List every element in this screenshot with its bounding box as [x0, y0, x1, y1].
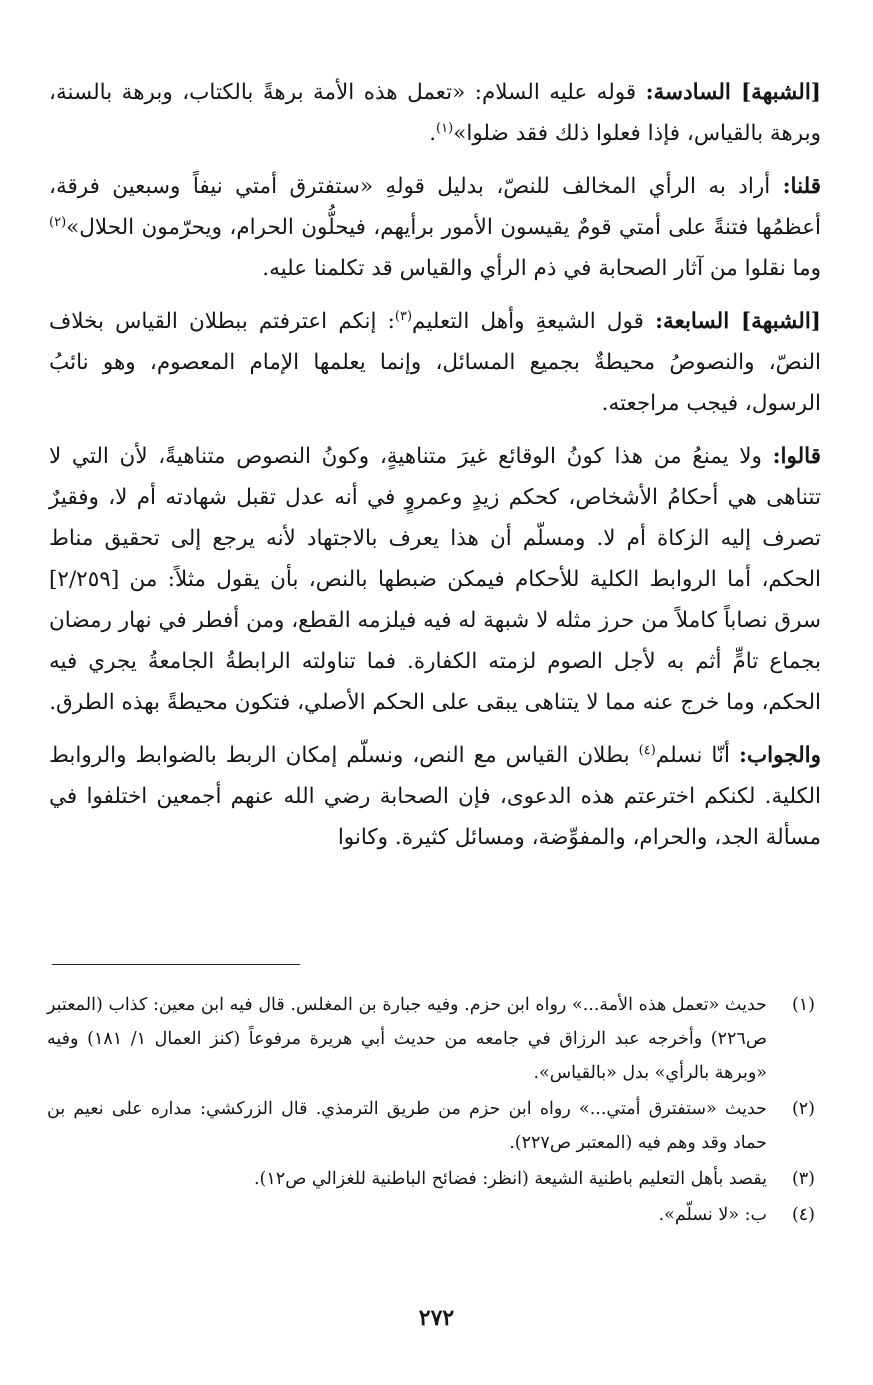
paragraph-text-tail: وما نقلوا من آثار الصحابة في ذم الرأي والقياس قد تكلمنا عليه. — [262, 256, 821, 281]
paragraph-text-tail: . — [429, 121, 437, 146]
paragraph-text-tail: بطلان القياس مع النص، ونسلّم إمكان الربط بالضوابط والروابط الكلية. لكنكم اخترعتم هذه الدعوى، فإن الصحابة رضي الله عنهم أجمعين اختلفوا في مسألة الجد، والحرام، والمفوِّضة، ومسائل كثيرة. وكانوا — [49, 743, 821, 850]
footnote-1 — [47, 988, 815, 1090]
paragraph-heading: قالوا: — [772, 444, 821, 469]
page-number: ٢٧٢ — [418, 1305, 455, 1331]
footnote-ref[interactable]: (٤) — [638, 742, 656, 758]
paragraph-heading: والجواب: — [738, 743, 821, 768]
paragraph-heading: [الشبهة] السابعة: — [655, 309, 821, 334]
footnote-number: (١) — [791, 995, 815, 1015]
paragraph-text: قول الشيعةِ وأهل التعليم — [412, 309, 656, 334]
footnote-text: حديث «تعمل هذه الأمة...» رواه ابن حزم. وفيه جبارة بن المغلس. قال فيه ابن معين: كذاب (المعتبر ص٢٢٦) وأخرجه عبد الرزاق في جامعه من حديث أبي هريرة مرفوعاً (كنز العمال ١/ ١٨١) وفيه «وبرهة بالرأي» بدل «بالقياس». — [47, 995, 767, 1083]
paragraph-heading: [الشبهة] السادسة: — [645, 80, 821, 105]
footnote-ref[interactable]: (١) — [436, 120, 454, 136]
footnote-number: (٤) — [791, 1205, 815, 1225]
paragraph-shubha-7 — [49, 301, 821, 424]
paragraph-jawab — [49, 735, 821, 858]
footnotes — [47, 988, 815, 1234]
footnote-text: حديث «ستفترق أمتي...» رواه ابن حزم من طريق الترمذي. قال الزركشي: مداره على نعيم بن حماد وقد وهم فيه (المعتبر ص٢٢٧). — [47, 1099, 767, 1153]
paragraph-text: أنّا نسلم — [655, 743, 739, 768]
footnote-number: (٣) — [791, 1169, 815, 1189]
main-text — [49, 72, 821, 870]
footnote-3 — [47, 1162, 815, 1196]
paragraph-text: أراد به الرأي المخالف للنصّ، بدليل قولهِ «ستفترق أمتي نيفاً وسبعين فرقة، أعظمُها فتنةً على أمتي قومٌ يقيسون الأمور برأيهم، فيحلُّون الحرام، ويحرّمون الحلال» — [49, 174, 821, 240]
paragraph-text: ولا يمنعُ من هذا كونُ الوقائع غيرَ متناهيةٍ، وكونُ النصوص متناهيةً، لأن التي لا تتناهى هي أحكامُ الأشخاص، كحكم زيدٍ وعمروٍ في أنه عدل تقبل شهادته أم لا، وفقيرٌ تصرف إليه الزكاة أم لا. ومسلّم أن هذا يعرف بالاجتهاد لأنه يرجع إلى تحقيق مناط الحكم، أما الروابط الكلية للأحكام فيمكن ضبطها بالنص، بأن يقول مثلاً: من [٢/٢٥٩] سرق نصاباً كاملاً من حرز مثله لا شبهة له فيه فيلزمه القطع، ومن أفطر في نهار رمضان بجماع تامٍّ أثم به لأجل الصوم لزمته الكفارة. فما تناولته الرابطةُ الجامعةُ يجري فيه الحكم، وما خرج عنه مما لا يتناهى يبقى على الحكم الأصلي، فتكون محيطةً بهذه الطرق. — [49, 444, 822, 715]
footnote-ref[interactable]: (٢) — [49, 214, 67, 230]
footnote-divider — [52, 964, 300, 965]
paragraph-text: قوله عليه السلام: «تعمل هذه الأمة برهةً بالكتاب، وبرهة بالسنة، وبرهة بالقياس، فإذا فعلوا ذلك فقد ضلوا» — [49, 80, 821, 146]
paragraph-shubha-6 — [49, 72, 821, 154]
paragraph-qalu — [49, 436, 821, 723]
footnote-2 — [47, 1092, 815, 1160]
footnote-ref[interactable]: (٣) — [394, 308, 413, 324]
paragraph-text-tail: : إنكم اعترفتم ببطلان القياس بخلاف النصّ، والنصوصُ محيطةٌ بجميع المسائل، وإنما يعلمها الإمام المعصوم، وهو نائبُ الرسول، فيجب مراجعته. — [49, 309, 821, 416]
footnote-number: (٢) — [791, 1099, 815, 1119]
footnote-4 — [47, 1198, 815, 1232]
footnote-text: يقصد بأهل التعليم باطنية الشيعة (انظر: فضائح الباطنية للغزالي ص١٢). — [253, 1169, 767, 1189]
paragraph-qulna — [49, 166, 821, 289]
paragraph-heading: قلنا: — [782, 174, 821, 199]
footnote-text: ب: «لا نسلّم». — [658, 1205, 767, 1225]
